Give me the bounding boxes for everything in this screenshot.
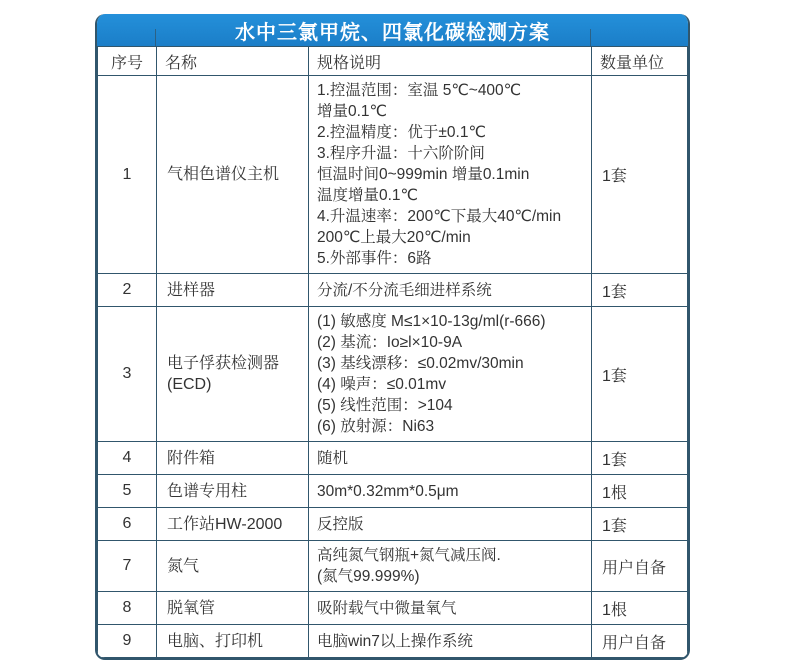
spec-line: (1) 敏感度 M≤1×10-13g/ml(r-666) [317,313,546,330]
page-title: 水中三氯甲烷、四氯化碳检测方案 [235,21,550,44]
table-row [98,76,688,274]
table-title-band [97,14,688,46]
spec-line: (2) 基流：Io≥l×10-9A [317,334,463,351]
row-name: 电脑、打印机 [157,625,309,658]
spec-line: (6) 放射源：Ni63 [317,418,435,435]
row-qty: 1套 [592,76,688,274]
row-qty: 1根 [592,592,688,625]
row-qty: 用户自备 [592,541,688,592]
table-row [98,475,688,508]
row-qty: 1套 [592,508,688,541]
row-qty: 1套 [592,274,688,307]
table-row [98,442,688,475]
spec-line: 吸附载气中微量氧气 [317,599,457,617]
row-no: 7 [98,541,157,592]
spec-line: 恒温时间0~999min 增量0.1min [317,166,530,183]
row-name: 进样器 [157,274,309,307]
row-spec [309,475,592,508]
row-name: 附件箱 [157,442,309,475]
table-row [98,307,688,442]
row-no: 3 [98,307,157,442]
table-row [98,274,688,307]
row-name: 色谱专用柱 [157,475,309,508]
row-name: 工作站HW-2000 [157,508,309,541]
spec-line: 分流/不分流毛细进样系统 [317,281,492,299]
row-spec [309,76,592,274]
table-row [98,625,688,658]
spec-line: 3.程序升温：十六阶阶间 [317,145,485,162]
col-header-spec: 规格说明 [309,47,592,76]
col-header-qty: 数量单位 [592,47,688,76]
spec-line: (氮气99.999%) [317,568,420,585]
row-no: 4 [98,442,157,475]
row-name: 脱氧管 [157,592,309,625]
spec-line: 1.控温范围：室温 5℃~400℃ [317,82,522,99]
row-spec [309,508,592,541]
row-name: 氮气 [157,541,309,592]
row-no: 5 [98,475,157,508]
row-qty: 1套 [592,307,688,442]
row-no: 9 [98,625,157,658]
spec-line: 增量0.1℃ [317,103,387,120]
spec-line: (4) 噪声：≤0.01mv [317,376,447,393]
spec-line: 2.控温精度：优于±0.1℃ [317,124,486,141]
row-no: 2 [98,274,157,307]
spec-line: 随机 [317,449,349,467]
spec-line: 30m*0.32mm*0.5μm [317,482,459,500]
row-spec [309,541,592,592]
spec-line: 200℃上最大20℃/min [317,229,471,246]
detection-plan-table [97,46,688,658]
row-name: 电子俘获检测器(ECD) [157,307,309,442]
row-no: 1 [98,76,157,274]
row-spec [309,274,592,307]
title-band-divider-left [155,29,156,46]
table-row [98,592,688,625]
row-name: 气相色谱仪主机 [157,76,309,274]
col-header-no: 序号 [98,47,157,76]
row-spec [309,625,592,658]
spec-line: 高纯氮气钢瓶+氮气减压阀. [317,547,501,564]
header-row [98,47,688,76]
row-spec [309,592,592,625]
col-header-name: 名称 [157,47,309,76]
detection-plan-table-card [95,14,690,660]
row-no: 6 [98,508,157,541]
spec-line: 温度增量0.1℃ [317,187,418,204]
row-spec [309,442,592,475]
spec-line: 反控版 [317,515,364,533]
spec-line: (3) 基线漂移：≤0.02mv/30min [317,355,524,372]
row-qty: 用户自备 [592,625,688,658]
spec-line: 电脑win7以上操作系统 [317,632,473,650]
row-no: 8 [98,592,157,625]
row-spec [309,307,592,442]
spec-line: (5) 线性范围：>104 [317,397,453,414]
row-qty: 1根 [592,475,688,508]
table-row [98,508,688,541]
row-qty: 1套 [592,442,688,475]
spec-line: 5.外部事件：6路 [317,250,432,267]
spec-line: 4.升温速率：200℃下最大40℃/min [317,208,562,225]
table-row [98,541,688,592]
title-band-divider-right [590,29,591,46]
